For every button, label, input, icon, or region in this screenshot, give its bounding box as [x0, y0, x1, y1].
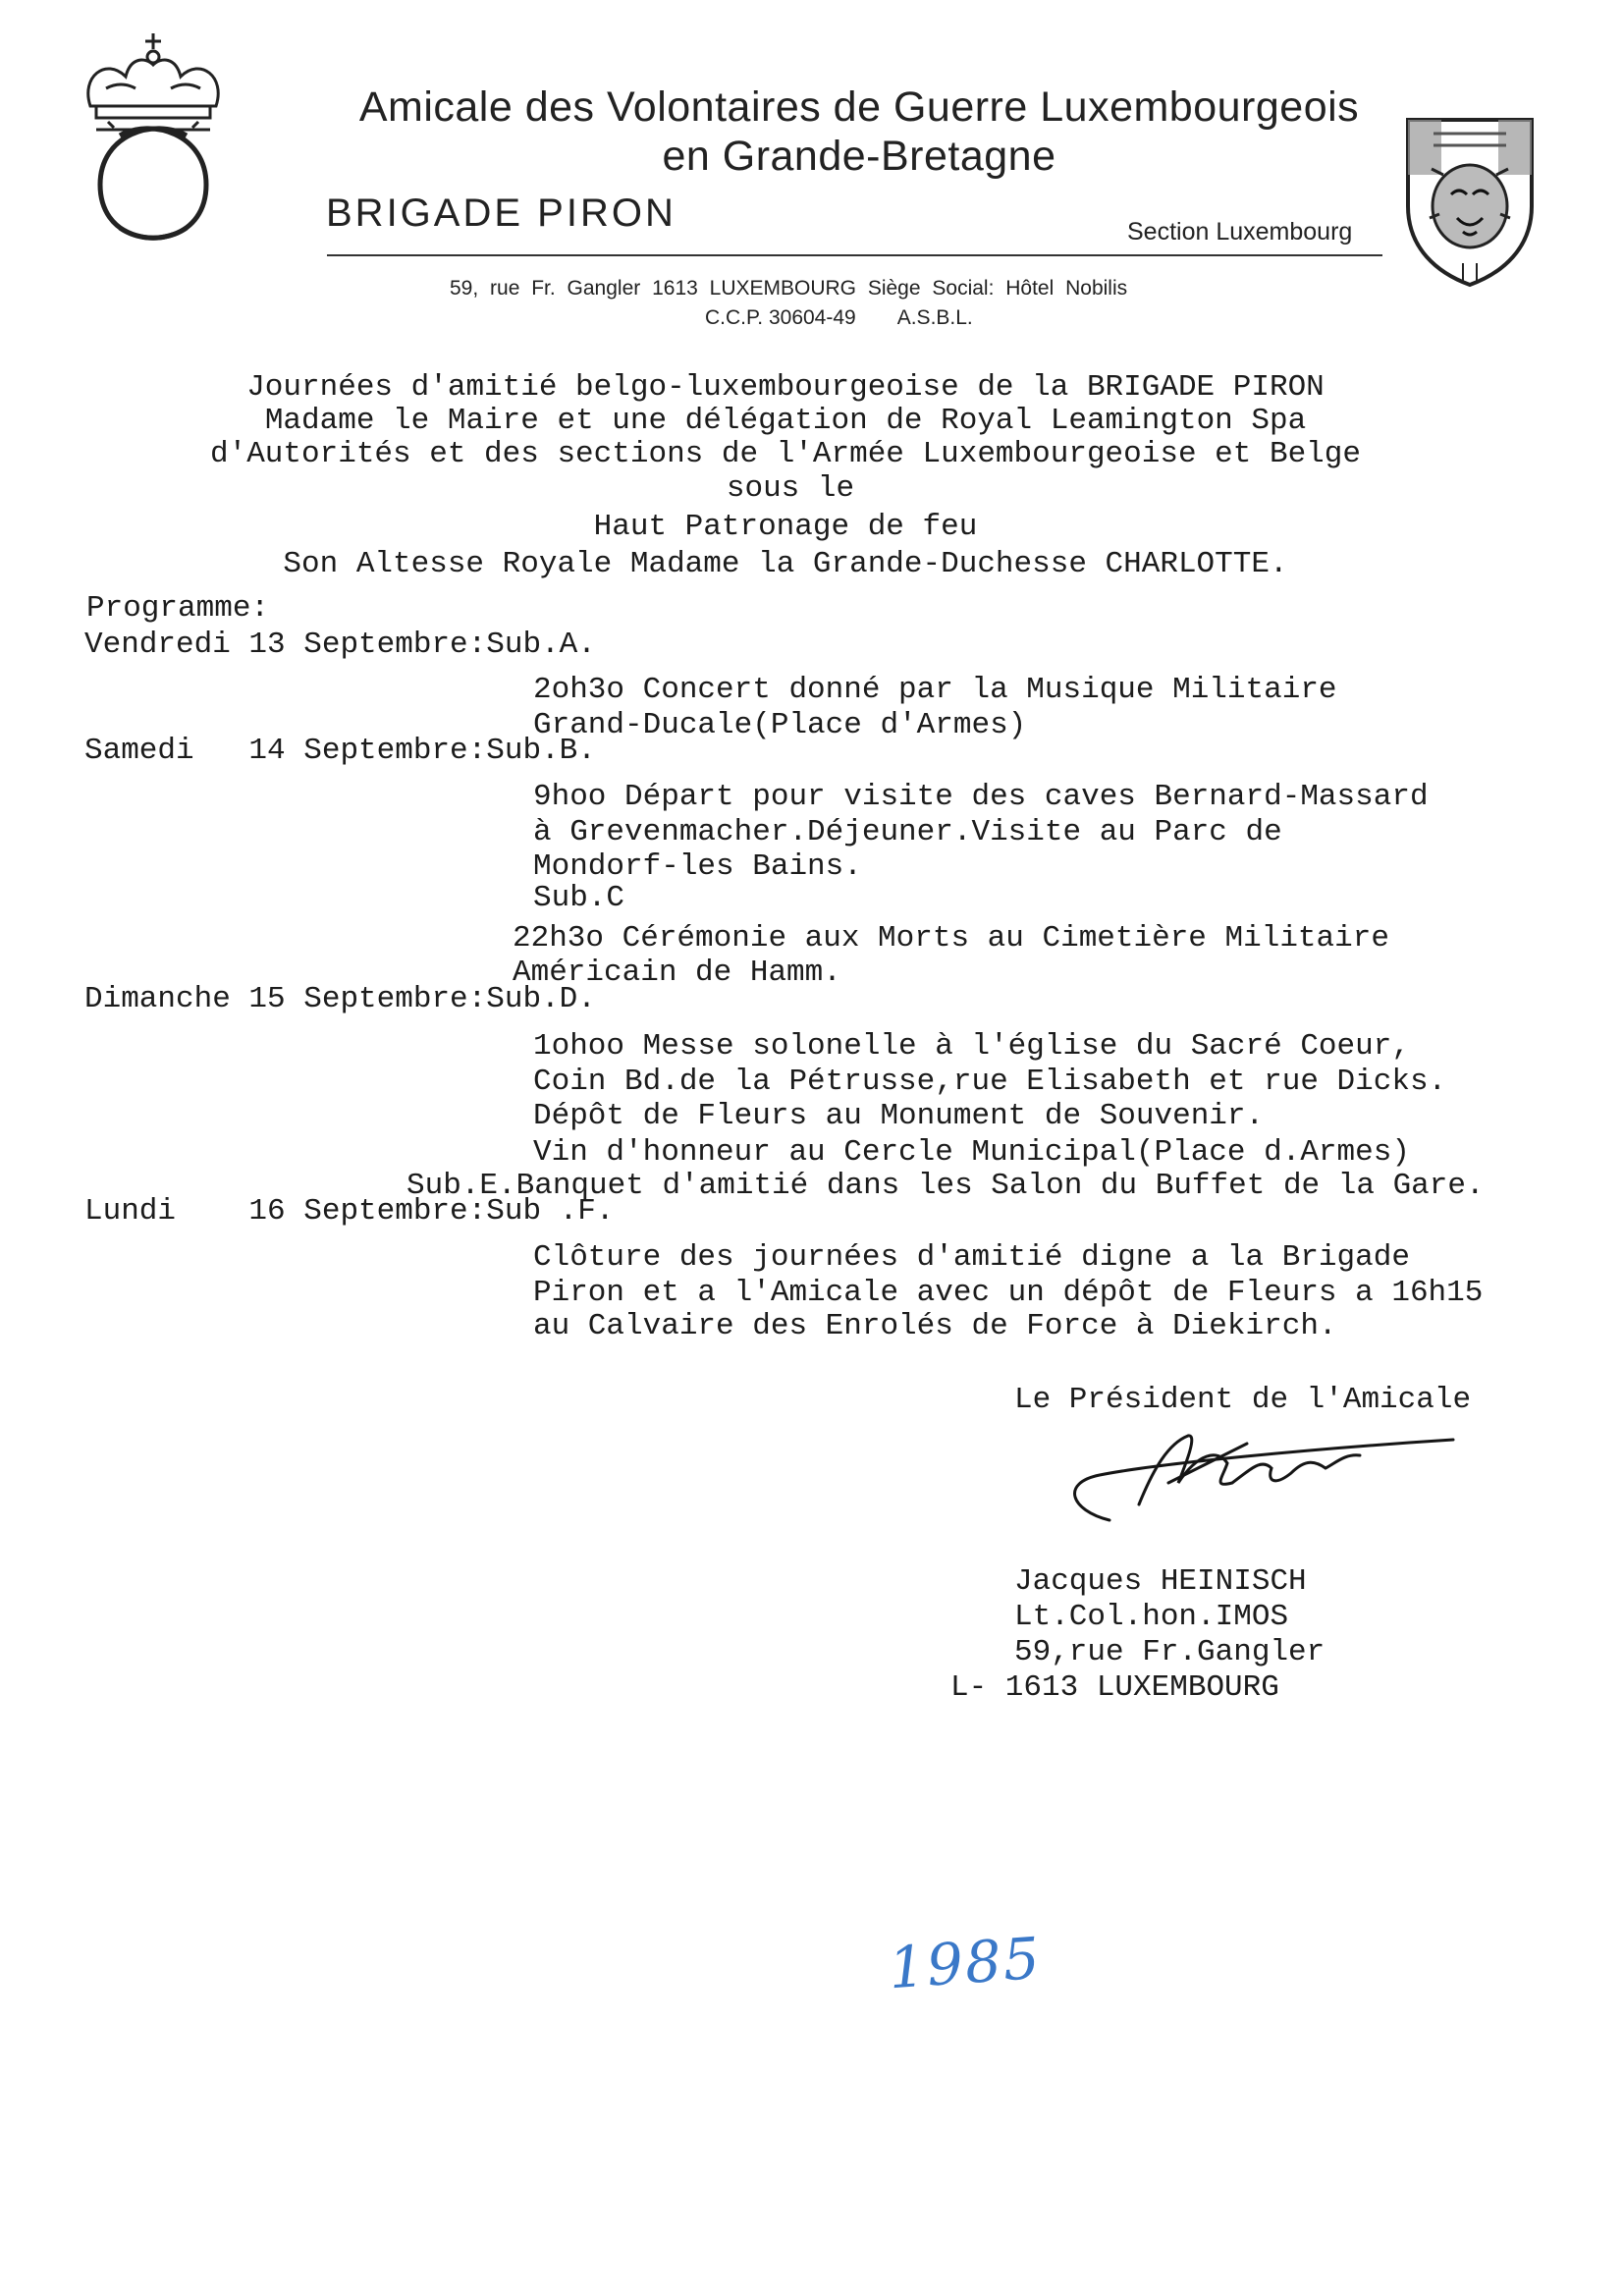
monday-line-3: au Calvaire des Enrolés de Force à Diekirch. [533, 1309, 1337, 1343]
saturday-line-5: Américain de Hamm. [513, 956, 841, 990]
org-name-line2: en Grande-Bretagne [662, 133, 1056, 180]
saturday-line-3: Mondorf-les Bains. [533, 849, 862, 884]
signatory-street: 59,rue Fr.Gangler [1014, 1635, 1325, 1669]
saturday-line-4: 22h3o Cérémonie aux Morts au Cimetière Militaire [513, 921, 1389, 956]
sunday-line-1: 1ohoo Messe solonelle à l'église du Sacré Coeur, [533, 1029, 1410, 1064]
heading-line-5: Haut Patronage de feu [593, 510, 978, 544]
saturday-heading: Samedi 14 Septembre:Sub.B. [84, 734, 596, 768]
heading-line-3: d'Autorités et des sections de l'Armée Luxembourgeoise et Belge [210, 437, 1361, 471]
brigade-name: BRIGADE PIRON [326, 191, 676, 235]
signatory-city: L- 1613 LUXEMBOURG [950, 1670, 1279, 1705]
header-divider [327, 254, 1382, 256]
handwritten-year-annotation: 1985 [886, 1924, 1044, 2002]
heading-line-6: Son Altesse Royale Madame la Grande-Duchesse CHARLOTTE. [283, 547, 1288, 581]
organization-name [324, 82, 1394, 181]
friday-heading: Vendredi 13 Septembre:Sub.A. [84, 628, 596, 662]
signatory-title: Le Président de l'Amicale [1014, 1383, 1472, 1417]
monday-line-1: Clôture des journées d'amitié digne a la Brigade [533, 1240, 1410, 1275]
sunday-line-2: Coin Bd.de la Pétrusse,rue Elisabeth et rue Dicks. [533, 1065, 1447, 1099]
org-name-line1: Amicale des Volontaires de Guerre Luxembourgeois [358, 83, 1360, 131]
section-name: Section Luxembourg [1127, 218, 1353, 246]
friday-line-1: 2oh3o Concert donné par la Musique Militaire [533, 673, 1337, 707]
heading-line-1: Journées d'amitié belgo-luxembourgeoise de la BRIGADE PIRON [246, 370, 1325, 405]
signatory-name: Jacques HEINISCH [1014, 1564, 1307, 1599]
friday-line-2: Grand-Ducale(Place d'Armes) [533, 708, 1027, 742]
handwritten-signature [1021, 1414, 1492, 1532]
monday-heading: Lundi 16 Septembre:Sub .F. [84, 1194, 615, 1229]
signatory-rank: Lt.Col.hon.IMOS [1014, 1600, 1289, 1634]
crown-monogram-logo [77, 27, 234, 263]
asbl-label: A.S.B.L. [896, 306, 973, 329]
monday-line-2: Piron et a l'Amicale avec un dépôt de Fleurs a 16h15 [533, 1276, 1484, 1310]
programme-label: Programme: [86, 591, 270, 626]
ccp-number: C.C.P. 30604-49 [705, 306, 856, 329]
saturday-line-2: à Grevenmacher.Déjeuner.Visite au Parc de [533, 815, 1282, 849]
sunday-line-5: Sub.E.Banquet d'amitié dans les Salon du Buffet de la Gare. [406, 1169, 1485, 1203]
heading-line-2: Madame le Maire et une délégation de Royal Leamington Spa [264, 404, 1307, 438]
lion-shield-emblem [1404, 116, 1536, 288]
heading-line-4: sous le [726, 471, 855, 506]
signatory-details [950, 1529, 1325, 1741]
saturday-sub-c: Sub.C [533, 881, 625, 915]
sunday-line-3: Dépôt de Fleurs au Monument de Souvenir. [533, 1099, 1265, 1133]
letterhead-registration [705, 306, 973, 330]
sunday-line-4: Vin d'honneur au Cercle Municipal(Place d.Armes) [533, 1135, 1410, 1170]
letterhead-address: 59, rue Fr. Gangler 1613 LUXEMBOURG Siège Social: Hôtel Nobilis [450, 277, 1128, 300]
saturday-line-1: 9hoo Départ pour visite des caves Bernard-Massard [533, 780, 1429, 814]
sunday-heading: Dimanche 15 Septembre:Sub.D. [84, 982, 596, 1016]
